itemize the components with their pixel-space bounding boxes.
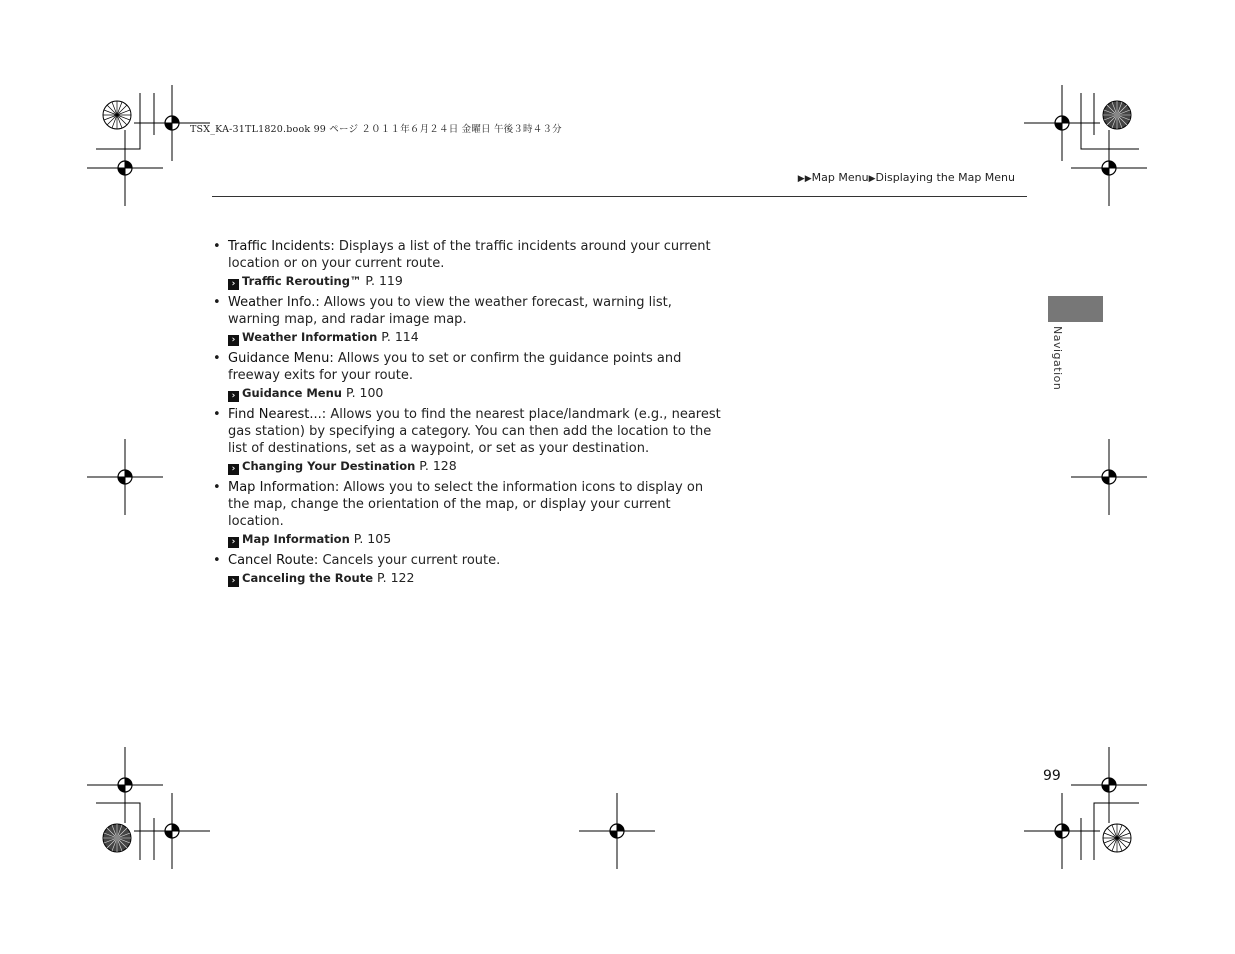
ref-title[interactable]: Weather Information [242,330,378,344]
reference-arrow-icon: › [228,391,239,402]
ref-page: P. 119 [365,273,403,288]
item-term: Weather Info.: [228,295,320,310]
item-term: Find Nearest...: [228,407,327,422]
breadcrumb-arrow-icon: ▶▶ [797,174,812,184]
reference-arrow-icon: › [228,576,239,587]
section-tab [1048,296,1103,322]
breadcrumb [798,171,1015,184]
bullet-icon: • [213,480,221,495]
item-description: Allows you to select the information icons to display on the map, change the orientation of the map, or display your current location. [228,480,704,529]
menu-item-list [213,238,723,591]
ref-title[interactable]: Canceling the Route [242,571,374,585]
item-description: Allows you to set or confirm the guidance points and freeway exits for your route. [228,351,682,383]
cross-reference-link[interactable] [228,569,723,587]
ref-page: P. 105 [353,531,392,546]
item-term: Guidance Menu: [228,351,334,366]
item-description: Cancels your current route. [322,553,501,568]
item-description: Allows you to find the nearest place/landmark (e.g., nearest gas station) by specifying a category. You can then add the location to the list of destinations, set as a waypoint, or set as your destination. [228,407,721,456]
reference-arrow-icon: › [228,335,239,346]
cross-reference-link[interactable] [228,272,723,290]
list-item [213,406,723,475]
item-description: Displays a list of the traffic incidents around your current location or on your current route. [228,239,711,271]
print-slug: TSX_KA-31TL1820.book 99 ページ ２０１１年６月２４日 金曜日 午後３時４３分 [190,124,562,135]
ref-page: P. 100 [345,385,384,400]
reference-arrow-icon: › [228,537,239,548]
ref-page: P. 114 [381,329,419,344]
list-item [213,479,723,548]
item-term: Traffic Incidents: [228,239,335,254]
ref-page: P. 128 [419,458,457,473]
item-term: Map Information: [228,480,340,495]
list-item [213,294,723,346]
ref-title[interactable]: Changing Your Destination [242,459,416,473]
header-divider [212,196,1027,197]
list-item [213,350,723,402]
item-description: Allows you to view the weather forecast, warning list, warning map, and radar image map. [228,295,672,327]
reference-arrow-icon: › [228,464,239,475]
bullet-icon: • [213,351,221,366]
ref-title[interactable]: Map Information [242,532,350,546]
cross-reference-link[interactable] [228,530,723,548]
bullet-icon: • [213,239,221,254]
bullet-icon: • [213,407,221,422]
reference-arrow-icon: › [228,279,239,290]
ref-title[interactable]: Guidance Menu [242,386,342,400]
ref-page: P. 122 [377,570,415,585]
bullet-icon: • [213,295,221,310]
breadcrumb-section[interactable]: Map Menu [811,171,869,184]
breadcrumb-subsection[interactable]: Displaying the Map Menu [875,171,1015,184]
item-term: Cancel Route: [228,553,319,568]
page-number: 99 [1043,768,1061,784]
cross-reference-link[interactable] [228,384,723,402]
breadcrumb-arrow-icon: ▶ [868,174,876,184]
bullet-icon: • [213,553,221,568]
cross-reference-link[interactable] [228,328,723,346]
cross-reference-link[interactable] [228,457,723,475]
section-tab-label: Navigation [1051,326,1064,391]
list-item [213,552,723,587]
list-item [213,238,723,290]
ref-title[interactable]: Traffic Rerouting™ [242,274,362,288]
